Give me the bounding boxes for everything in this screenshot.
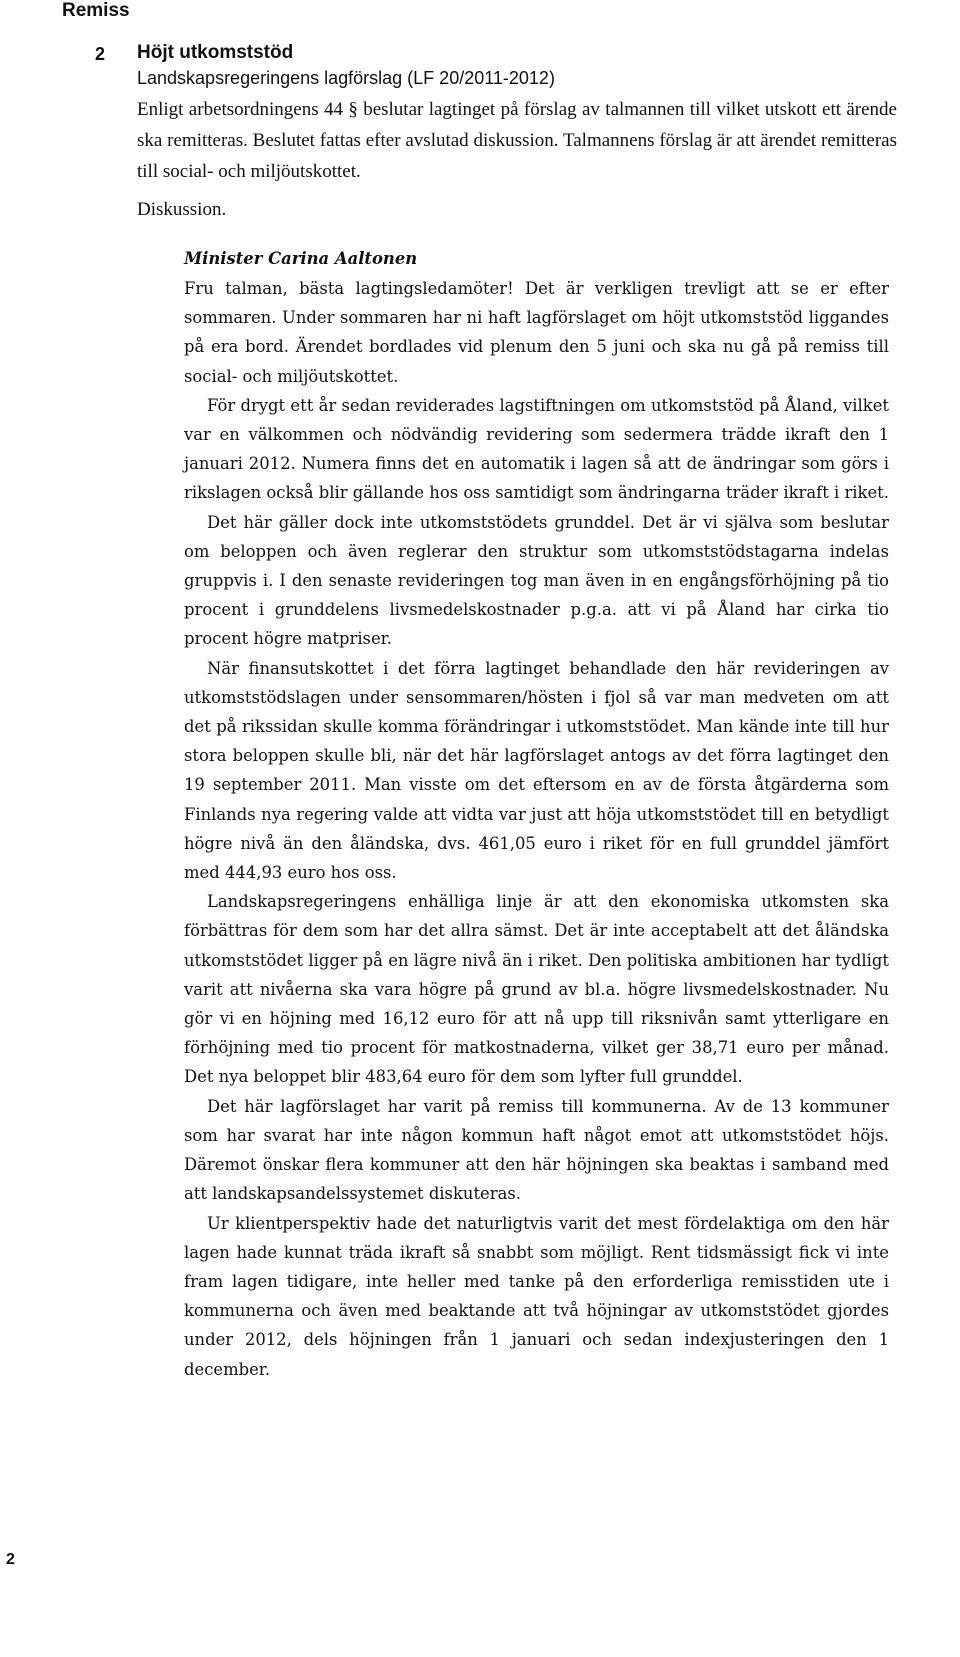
- page-number: 2: [6, 1551, 15, 1568]
- discussion-label: Diskussion.: [137, 199, 227, 220]
- item-title: Höjt utkomststöd: [137, 42, 294, 63]
- speaker-name: Minister Carina Aaltonen: [184, 249, 418, 268]
- intro-paragraph: Enligt arbetsordningens 44 § beslutar lagtinget på förslag av talmannen till vilket utskott ett ärende ska remitteras. Beslutet fattas efter avslutad diskussion. Talmannens förslag är att ärendet remitteras till social- och miljöutskottet.: [137, 99, 897, 182]
- page-header: Remiss: [62, 0, 130, 21]
- item-subtitle: Landskapsregeringens lagförslag (LF 20/2011-2012): [137, 68, 555, 88]
- speech-paragraph: Ur klientperspektiv hade det naturligtvis varit det mest fördelaktiga om den här lagen hade kunnat träda ikraft så snabbt som möjligt. Rent tidsmässigt fick vi inte fram lagen tidigare, inte heller med tanke på den erforderliga remisstiden ute i kommunerna och även med beaktande att två höjningar av utkomststödet gjordes under 2012, dels höjningen från 1 januari och sedan indexjusteringen den 1 december.: [184, 1213, 889, 1379]
- intro-text: [137, 94, 897, 187]
- speech-block: [184, 244, 889, 1384]
- speech-paragraph: Fru talman, bästa lagtingsledamöter! Det är verkligen trevligt att se er efter sommaren. Under sommaren har ni haft lagförslaget om höjt utkomststöd liggandes på era bord. Ärendet bordlades vid plenum den 5 juni och ska nu gå på remiss till social- och miljöutskottet.: [184, 279, 889, 386]
- speech-paragraph: När finansutskottet i det förra lagtinget behandlade den här revideringen av utkomststödslagen under sensommaren/hösten i fjol så var man medveten om att det på rikssidan skulle komma förändringar i utkomststödet. Man kände inte till hur stora beloppen skulle bli, när det här lagförslaget antogs av det förra lagtinget den 19 september 2011. Man visste om det eftersom en av de första åtgärderna som Finlands nya regering valde att vidta var just att höja utkomststödet till en betydligt högre nivå än den åländska, dvs. 461,05 euro i riket för en full grunddel jämfört med 444,93 euro hos oss.: [184, 658, 889, 883]
- item-number: 2: [95, 44, 106, 64]
- speech-paragraph: Landskapsregeringens enhälliga linje är att den ekonomiska utkomsten ska förbättras för dem som har det allra sämst. Det är inte acceptabelt att det åländska utkomststödet ligger på en lägre nivå än i riket. Den politiska ambitionen har tydligt varit att nivåerna ska vara högre på grund av bl.a. högre livsmedelskostnader. Nu gör vi en höjning med 16,12 euro för att nå upp till riksnivån samt ytterligare en förhöjning med tio procent för matkostnaderna, vilket ger 38,71 euro per månad. Det nya beloppet blir 483,64 euro för dem som lyfter full grunddel.: [184, 892, 889, 1087]
- speech-paragraph: Det här lagförslaget har varit på remiss till kommunerna. Av de 13 kommuner som har svarat har inte någon kommun haft något emot att utkomststödet höjs. Däremot önskar flera kommuner att den här höjningen ska beaktas i samband med att landskapsandelssystemet diskuteras.: [184, 1096, 889, 1204]
- speech-paragraph: För drygt ett år sedan reviderades lagstiftningen om utkomststöd på Åland, vilket var en välkommen och nödvändig revidering som sedermera trädde ikraft den 1 januari 2012. Numera finns det en automatik i lagen så att de ändringar som görs i rikslagen också blir gällande hos oss samtidigt som ändringarna träder ikraft i riket.: [184, 395, 889, 503]
- speech-paragraph: Det här gäller dock inte utkomststödets grunddel. Det är vi själva som beslutar om beloppen och även reglerar den struktur som utkomststödstagarna indelas gruppvis i. I den senaste revideringen tog man även in en engångsförhöjning på tio procent i grunddelens livsmedelskostnader p.g.a. att vi på Åland har cirka tio procent högre matpriser.: [184, 512, 889, 649]
